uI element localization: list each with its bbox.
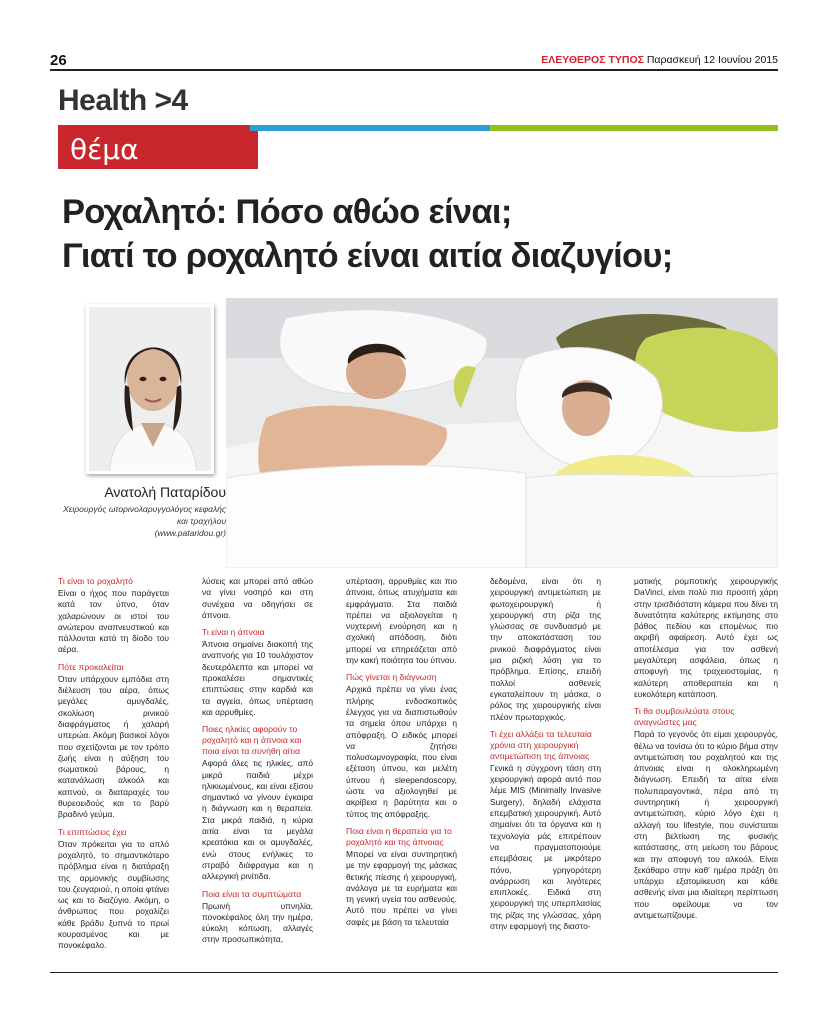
- article-column-5: [634, 576, 778, 966]
- color-strip-blue: [250, 125, 490, 131]
- top-bar: [50, 52, 778, 68]
- article-body: [58, 576, 778, 966]
- paragraph: Άπνοια σημαίνει διακοπή της αναπνοής για 10 τουλάχιστον δευτερόλεπτα και μπορεί να προκαλέσει σημαντικές επιπτώσεις στην καρδιά και τα αγγεία, όπως υπέρταση και αρρυθμίες.: [202, 639, 313, 717]
- paragraph: Μπορεί να είναι συντηρητική με την εφαρμογή της μάσκας θετικής πίεσης ή χειρουργική, ανάλογα με τα ευρήματα και τη γενική υγεία του ασθενούς. Αυτό που πρέπει να γίνει σαφές με βάση τα τελευταία: [346, 848, 457, 927]
- paragraph: Πρωινή υπνηλία, πονοκέφαλος όλη την ημέρα, εύκολη κόπωση, αλλαγές στην προσωπικότητα,: [202, 900, 313, 945]
- paragraph: ματικής ρομποτικής χειρουργικής DaVinci, είναι πολύ πιο προσιτή χάρη στην τρισδιάστατη κάμερα που δίνει τη δυνατότητα καλύτερης εκτίμησης στο βάθος πεδίου και επομένως πιο ακριβή αφαίρεση. Αυτό έχει ως αποτέλεσμα για τον ασθενή μεγαλύτερη ασφάλεια, όπως η αποφυγή της τραχειοστομίας, η καλύτερη αποθεραπεία και η ευκολότερη κατάποση.: [634, 576, 778, 699]
- author-portrait: [86, 304, 214, 474]
- subheading: Τι θα συμβουλεύατε στους αναγνώστες μας: [634, 706, 735, 728]
- subheading: Πώς γίνεται η διάγνωση: [346, 672, 437, 683]
- subheading: Ποια είναι τα συμπτώματα: [202, 888, 302, 899]
- article-photo: [226, 298, 778, 568]
- subheading: Τι έχει αλλάξει τα τελευταία χρόνια στη χειρουργική αντιμετώπιση της άπνοιας: [490, 728, 592, 761]
- top-rule: [50, 69, 778, 71]
- author-portrait-illustration: [89, 307, 214, 474]
- author-role: Χειρουργός ωτορινολαρυγγολόγος κεφαλής και τραχήλου: [62, 504, 226, 526]
- issue-date: Παρασκευή 12 Ιουνίου 2015: [646, 54, 778, 66]
- color-strip-green: [490, 125, 778, 131]
- paragraph: λύσεις και μπορεί από αθώο να γίνει νοσηρό και στη συνέχεια να οδηγήσει σε άπνοια.: [202, 576, 313, 620]
- paragraph: υπέρταση, αρρυθμίες και πιο άπνοια, όπως ατυχήματα και εμφράγματα. Στα παιδιά πρέπει να αξιολογείται η νυχτερινή ενούρηση και η σχολική απόδοση, διότι μπορεί να επηρεάζεται από την κακή ποιότητα του ύπνου.: [346, 576, 457, 666]
- article-column-1: [58, 576, 169, 966]
- paragraph: Παρά το γεγονός ότι είμαι χειρουργός, θέλω να τονίσω ότι το κύριο βήμα στην αντιμετώπιση του ροχαλητού και της άπνοιας είναι η ολοκληρωμένη διάγνωση. Επειδή τα αίτια είναι πολυπαραγοντικά, πέρα από τη συντηρητική ή χειρουργική αντιμετώπιση, κύριο λόγο έχει η αλλαγή του lifestyle, που συνίσταται στη βελτίωση της φυσικής κατάστασης, στη μείωση του βάρους και την αποφυγή του αλκοόλ. Είναι ξεκάθαρο στην καθ' ημέρα πράξη ότι υπάρχει εξατομίκευση και κάθε ασθενής είναι μια ιδιαίτερη περίπτωση που οφείλουμε να τον αντιμετωπίζουμε.: [634, 729, 778, 921]
- subheading: Ποια είναι η θεραπεία για το ροχαλητό και της άπνοιας: [346, 825, 452, 847]
- section-title: Health >4: [58, 84, 188, 117]
- subheading: Ποιες ηλικίες αφορούν το ροχαλητό και η άπνοια και ποια είναι τα συνήθη αίτια: [202, 724, 302, 757]
- paragraph: Αφορά όλες τις ηλικίες, από μικρά παιδιά μέχρι ηλικιωμένους, και είναι εξίσου σημαντικό να γίνουν έγκαιρα η διάγνωση και η θεραπεία. Στα μικρά παιδιά, η κύρια αιτία είναι τα μεγάλα κρεατάκια και οι αμυγδαλές, ενώ στους ενήλικες το στραβό διάφραγμα και η αλλεργική ρινίτιδα.: [202, 758, 313, 882]
- headline-line-1: Ροχαλητό: Πόσο αθώο είναι;: [62, 193, 512, 231]
- article-column-4: [490, 576, 601, 966]
- page-number: 26: [50, 52, 67, 69]
- article-column-2: [202, 576, 313, 966]
- subheading: Τι επιπτώσεις έχει: [58, 826, 127, 837]
- headline-line-2: Γιατί το ροχαλητό είναι αιτία διαζυγίου;: [62, 237, 673, 275]
- paragraph: Όταν πρόκειται για το απλό ροχαλητό, το σημαντικότερο πρόβλημα είναι η διατάραξη της αρμονικής συμβίωσης του ζευγαριού, η οποία φτάνει ως και το διαζύγιο. Ακόμη, ο άνθρωπος που ροχαλίζει κάθε βράδυ ξυπνά το πρωί κουρασμένος και με πονοκέφαλο.: [58, 838, 169, 951]
- author-name: Ανατολή Παταρίδου: [104, 484, 226, 500]
- paragraph: Όταν υπάρχουν εμπόδια στη διέλευση του αέρα, όπως μεγάλες αμυγδαλές, σκολίωση ρινικού διαφράγματος ή χαλαρή υπερώα. Ακόμη βασικοί λόγοι που σχετίζονται με τον τρόπο ζωής είναι η αύξηση του σωματικού βάρους, η κατανάλωση αλκοόλ και καπνού, οι διαταραχές του θυρεοειδούς και το βαρύ βραδινό γεύμα.: [58, 673, 169, 820]
- headline: [62, 190, 778, 278]
- subheading: Τι είναι η άπνοια: [202, 627, 265, 638]
- section-label: θέμα: [58, 131, 258, 169]
- bottom-rule: [50, 972, 778, 973]
- author-info: [58, 503, 226, 539]
- subheading: Πότε προκαλείται: [58, 661, 124, 672]
- couple-in-bed-photo: [226, 298, 778, 568]
- masthead: [541, 54, 778, 66]
- newspaper-name: ΕΛΕΥΘΕΡΟΣ ΤΥΠΟΣ: [541, 54, 644, 66]
- paragraph: Είναι ο ήχος που παράγεται κατά τον ύπνο, όταν χαλαρώνουν οι ιστοί του ανώτερου αναπνευστικού και πάλλονται κατά τη δίοδο του αέρα.: [58, 588, 169, 655]
- author-website: (www.pataridou.gr): [154, 528, 226, 538]
- paragraph: Αρχικά πρέπει να γίνει ένας πλήρης ενδοσκοπικός έλεγχος για να διαπιστωθούν τα σημεία όπου υπάρχει η απόφραξη. Ο ειδικός μπορεί να ζητήσει πολυσωμνογραφία, που είναι εξέταση ύπνου, και μελέτη ύπνου ή sleependoscopy, ώστε να αξιολογηθεί με ακρίβεια η βαρύτητα και ο τύπος της απόφραξης.: [346, 684, 457, 819]
- paragraph: δεδομένα, είναι ότι η χειρουργική αντιμετώπιση με φωτοχειρουργική ή χειρουργική στη ρίζα της γλώσσας σε συνδυασμό με την αποκατάσταση του ρινικού διαφράγματος είναι μια ριζική λύση για το πρόβλημα. Επίσης, επειδή πολλοί ασθενείς εγκαταλείπουν τη μάσκα, ο ρόλος της χειρουργικής είναι πλέον πρωταρχικός.: [490, 576, 601, 722]
- paragraph: Γενικά η σύγχρονη τάση στη χειρουργική αφορά αυτό που λέμε MIS (Minimally Invasive Surgery), δηλαδή ελάχιστα επεμβατική χειρουργική. Αυτό σημαίνει ότι τα όργανα και η τεχνολογία μάς επιτρέπουν να πραγματοποιούμε επεμβάσεις με μικρότερο πόνο, γρηγορότερη ανάρρωση και λιγότερες επιπλοκές. Ειδικά στη χειρουργική της υπερπλασίας της ρίζας της γλώσσας, χάρη στην εφαρμογή της διαστο-: [490, 762, 601, 932]
- subheading: Τι είναι το ροχαλητό: [58, 576, 133, 586]
- article-column-3: [346, 576, 457, 966]
